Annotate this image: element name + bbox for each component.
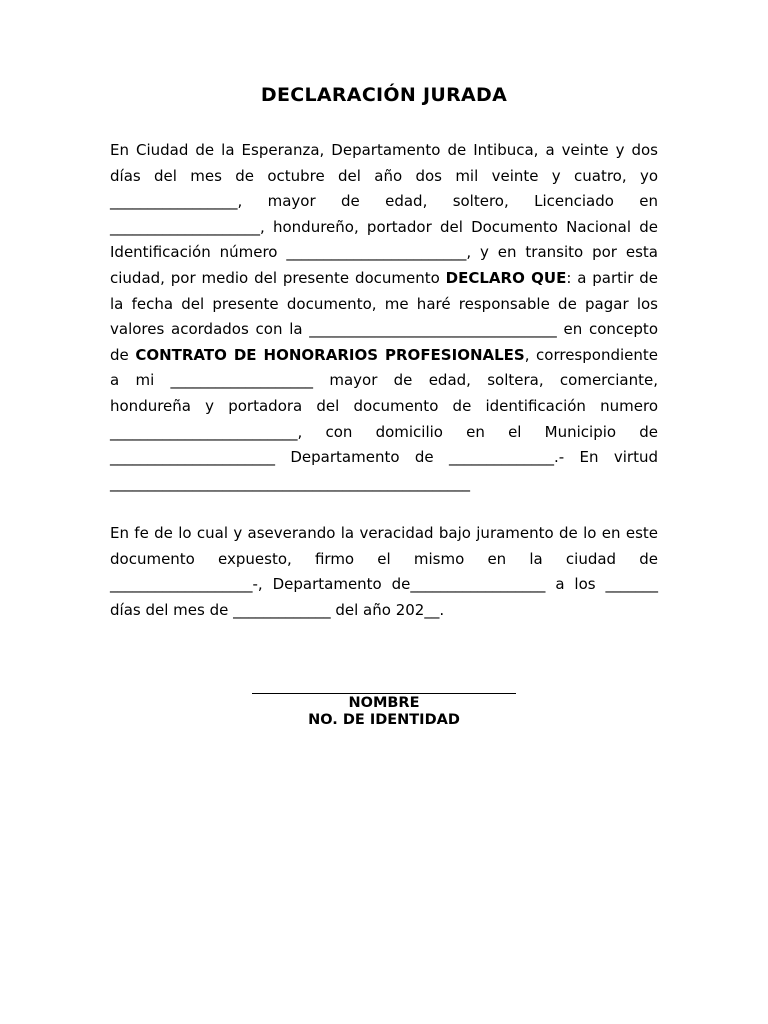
paragraph-text-3: , correspondiente a mi ___________________ mayor de edad, soltera, comerciante, hondureña y portadora del documento de identificación numero _________________________, con domicilio en el Municipio de ______________________ Departamento de ______________.- En virtud ________________________________________________ — [110, 345, 658, 492]
signature-id-label: NO. DE IDENTIDAD — [308, 712, 460, 728]
document-title: DECLARACIÓN JURADA — [260, 84, 508, 106]
signature-name-label: NOMBRE — [348, 695, 420, 711]
declaro-que-bold: DECLARO QUE — [445, 268, 567, 287]
paragraph-text-1: En Ciudad de la Esperanza, Departamento de Intibuca, a veinte y dos días del mes de octubre del año dos mil veinte y cuatro, yo _________________, mayor de edad, soltero, Licenciado en ____________________, hondureño, portador del Documento Nacional de Identificación número ________________________, y en transito por esta ciudad, por medio del presente documento — [110, 141, 658, 287]
signature-line — [252, 693, 516, 694]
contrato-honorarios-bold: CONTRATO DE HONORARIOS PROFESIONALES — [135, 345, 525, 364]
closing-paragraph: En fe de lo cual y aseverando la veracidad bajo juramento de lo en este documento expuesto, firmo el mismo en la ciudad de ___________________-, Departamento de__________________ a los _______ días del mes de _____________ del año 202__. — [110, 524, 658, 619]
paragraph-text-2: : a partir de la fecha del presente documento, me haré responsable de pagar los valores acordados con la _________________________________ en concepto de — [110, 268, 658, 364]
declaration-paragraph — [110, 138, 658, 496]
